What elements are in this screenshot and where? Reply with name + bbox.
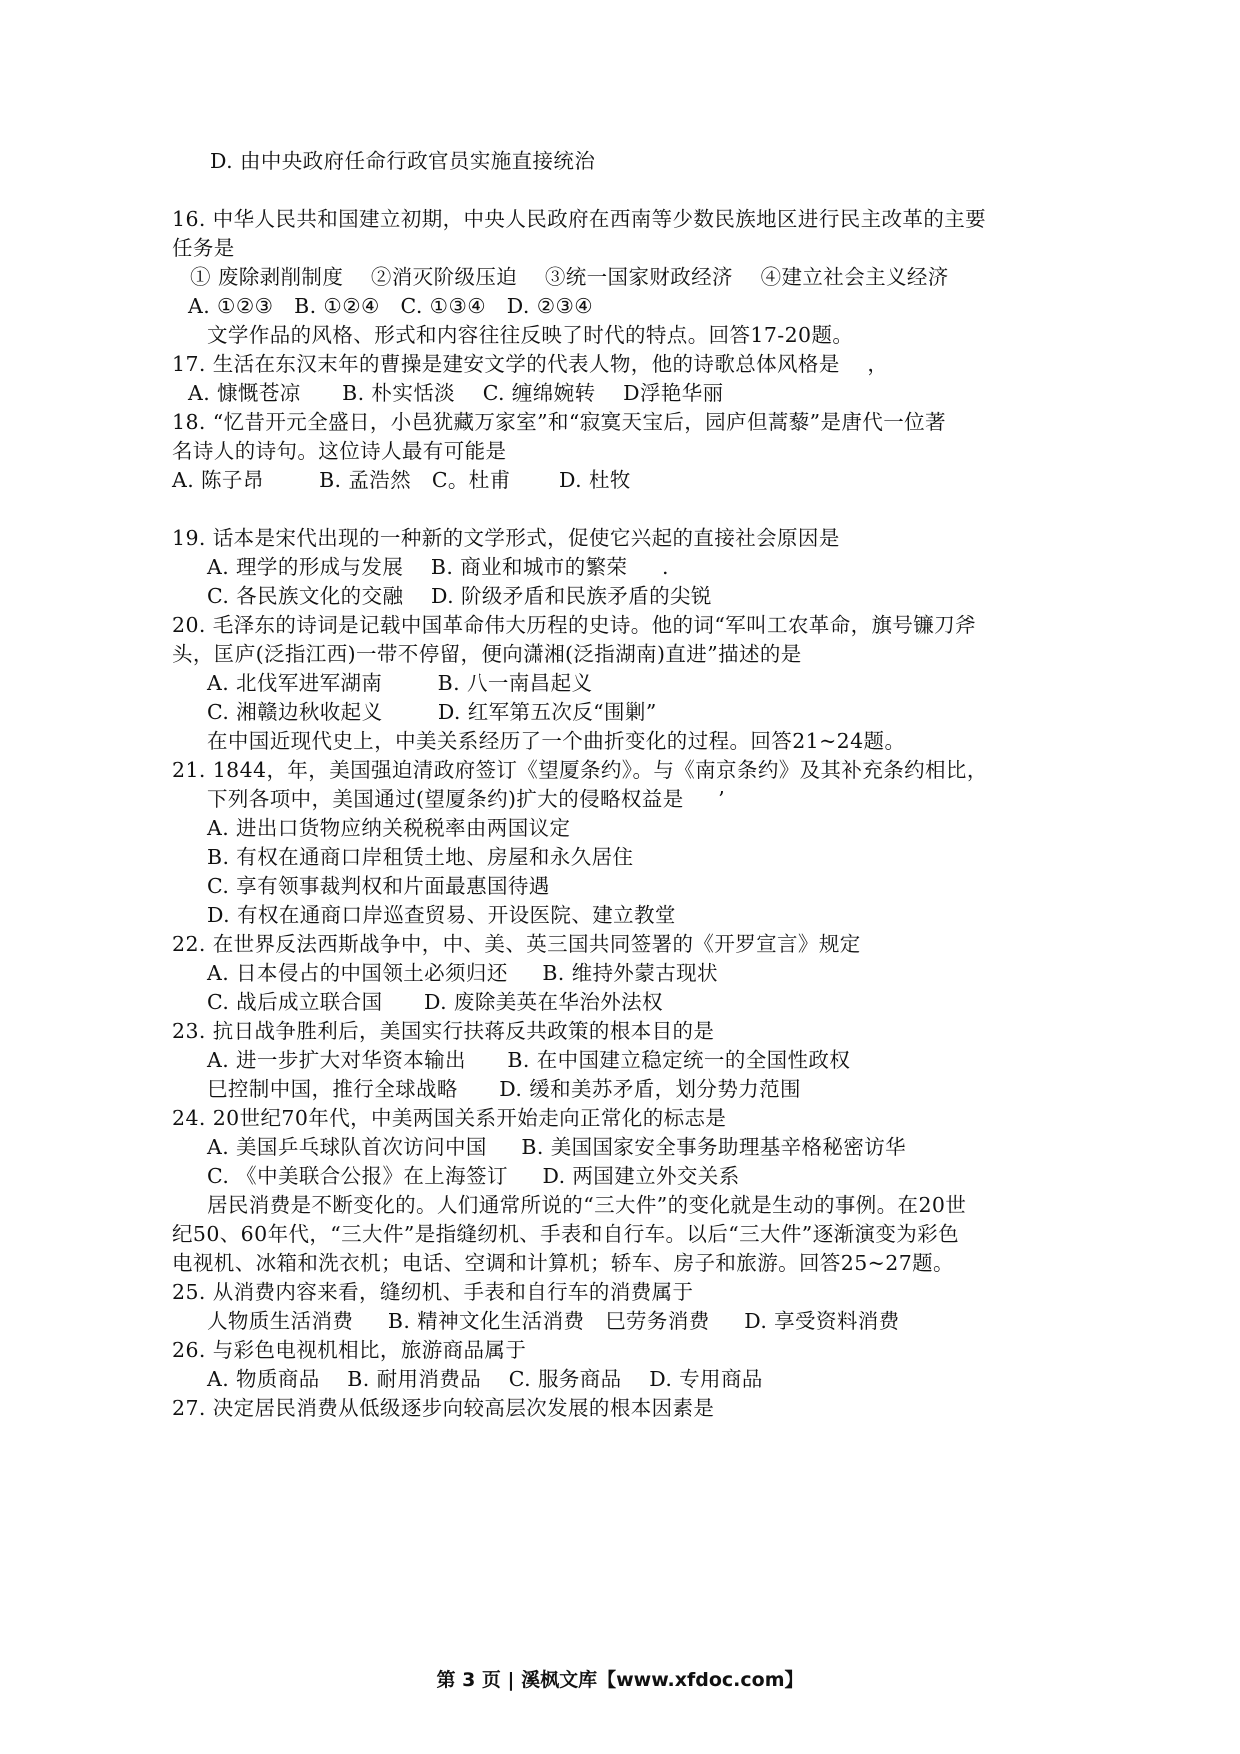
option-line: A. 日本侵占的中国领土必须归还 B. 维持外蒙古现状 xyxy=(207,961,718,985)
option-line: A. 美国乒乓球队首次访问中国 B. 美国国家安全事务助理基辛格秘密访华 xyxy=(207,1135,907,1159)
option-line: C. 享有领事裁判权和片面最惠国待遇 xyxy=(207,874,550,898)
option-line: A. 北伐军进军湖南 B. 八一南昌起义 xyxy=(207,671,593,695)
question-26: 26. 与彩色电视机相比，旅游商品属于 xyxy=(172,1338,527,1362)
section-intro: 在中国近现代史上，中美关系经历了一个曲折变化的过程。回答21~24题。 xyxy=(207,729,906,753)
option-line: B. 有权在通商口岸租赁土地、房屋和永久居住 xyxy=(207,845,634,869)
option-line: A. 物质商品 B. 耐用消费品 C. 服务商品 D. 专用商品 xyxy=(207,1367,763,1391)
question-17: 17. 生活在东汉末年的曹操是建安文学的代表人物，他的诗歌总体风格是 ， xyxy=(172,352,889,376)
question-19: 19. 话本是宋代出现的一种新的文学形式，促使它兴起的直接社会原因是 xyxy=(172,526,840,550)
text-line: 头，匡庐(泛指江西)一带不停留，便向潇湘(泛指湖南)直进”描述的是 xyxy=(172,642,802,666)
text-line: 电视机、冰箱和洗衣机；电话、空调和计算机；轿车、房子和旅游。回答25~27题。 xyxy=(172,1251,954,1275)
text-line: D. 由中央政府任命行政官员实施直接统治 xyxy=(210,149,596,173)
option-line: D. 有权在通商口岸巡查贸易、开设医院、建立教堂 xyxy=(207,903,676,927)
option-line: C. 战后成立联合国 D. 废除美英在华治外法权 xyxy=(207,990,663,1014)
option-line: 巳控制中国，推行全球战略 D. 缓和美苏矛盾，划分势力范围 xyxy=(207,1077,801,1101)
question-22: 22. 在世界反法西斯战争中，中、美、英三国共同签署的《开罗宣言》规定 xyxy=(172,932,861,956)
option-line: C. 湘赣边秋收起义 D. 红军第五次反“围剿” xyxy=(207,700,657,724)
text-line: 名诗人的诗句。这位诗人最有可能是 xyxy=(172,439,507,463)
question-16-options: A. ①②③ B. ①②④ C. ①③④ D. ②③④ xyxy=(188,294,594,318)
question-17-options: A. 慷慨苍凉 B. 朴实恬淡 C. 缠绵婉转 D浮艳华丽 xyxy=(188,381,724,405)
text-line: 下列各项中，美国通过(望厦条约)扩大的侵略权益是 ’ xyxy=(207,787,726,811)
question-18-options: A. 陈子昂 B. 孟浩然 C。杜甫 D. 杜牧 xyxy=(172,468,631,492)
question-24: 24. 20世纪70年代，中美两国关系开始走向正常化的标志是 xyxy=(172,1106,727,1130)
question-16: 16. 中华人民共和国建立初期，中央人民政府在西南等少数民族地区进行民主改革的主要 xyxy=(172,207,987,231)
option-line: A. 理学的形成与发展 B. 商业和城市的繁荣 . xyxy=(207,555,669,579)
option-line: A. 进出口货物应纳关税税率由两国议定 xyxy=(207,816,571,840)
option-line: C. 各民族文化的交融 D. 阶级矛盾和民族矛盾的尖锐 xyxy=(207,584,712,608)
text-line: 纪50、60年代，“三大件”是指缝纫机、手表和自行车。以后“三大件”逐渐演变为彩色 xyxy=(172,1222,959,1246)
question-23: 23. 抗日战争胜利后，美国实行扶蒋反共政策的根本目的是 xyxy=(172,1019,715,1043)
question-21: 21. 1844，年，美国强迫清政府签订《望厦条约》。与《南京条约》及其补充条约相比， xyxy=(172,758,988,782)
question-25: 25. 从消费内容来看，缝纫机、手表和自行车的消费属于 xyxy=(172,1280,694,1304)
option-line: A. 进一步扩大对华资本输出 B. 在中国建立稳定统一的全国性政权 xyxy=(207,1048,851,1072)
question-18: 18. “忆昔开元全盛日，小邑犹藏万家室”和“寂寞天宝后，园庐但蒿藜”是唐代一位著 xyxy=(172,410,946,434)
section-intro: 文学作品的风格、形式和内容往往反映了时代的特点。回答17-20题。 xyxy=(207,323,854,347)
question-20: 20. 毛泽东的诗词是记载中国革命伟大历程的史诗。他的词“军叫工农革命，旗号镰刀斧 xyxy=(172,613,976,637)
option-line: C. 《中美联合公报》在上海签订 D. 两国建立外交关系 xyxy=(207,1164,740,1188)
page-footer: 第 3 页 | 溪枫文库【www.xfdoc.com】 xyxy=(436,1669,804,1691)
question-16-items: ① 废除剥削制度 ②消灭阶级压迫 ③统一国家财政经济 ④建立社会主义经济 xyxy=(190,265,949,289)
question-27: 27. 决定居民消费从低级逐步向较高层次发展的根本因素是 xyxy=(172,1396,715,1420)
text-line: 任务是 xyxy=(172,236,235,260)
section-intro: 居民消费是不断变化的。人们通常所说的“三大件”的变化就是生动的事例。在20世 xyxy=(207,1193,967,1217)
option-line: 人物质生活消费 B. 精神文化生活消费 巳劳务消费 D. 享受资料消费 xyxy=(207,1309,900,1333)
